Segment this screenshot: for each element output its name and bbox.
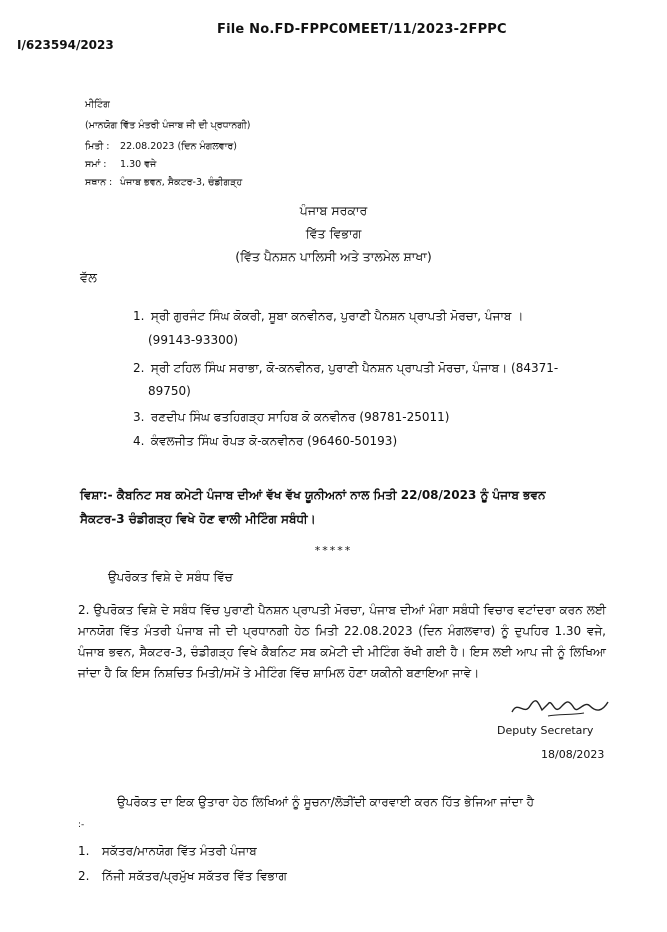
endorsement-number: 1. — [78, 844, 90, 858]
recipient-phone: (99143-93300) — [148, 333, 239, 347]
subject-line: ਸੈਕਟਰ-3 ਚੰਡੀਗੜ੍ਹ ਵਿਖੇ ਹੋਣ ਵਾਲੀ ਮੀਟਿੰਗ ਸਬੰਧੀ। — [80, 512, 316, 526]
separator: ***** — [314, 544, 353, 557]
recipient-phone: 89750) — [148, 384, 191, 398]
meeting-chair: (ਮਾਨਯੋਗ ਵਿੱਤ ਮੰਤਰੀ ਪੰਜਾਬ ਜੀ ਦੀ ਪ੍ਰਧਾਨਗੀ) — [85, 120, 251, 131]
endorsement-dash: :- — [78, 820, 85, 830]
file-number: File No.FD-FPPC0MEET/11/2023-2FPPC — [217, 22, 507, 37]
endorsement-item — [78, 869, 287, 884]
endorsement-number: 2. — [78, 869, 90, 883]
body-paragraph: 2. ਉਪਰੋਕਤ ਵਿਸ਼ੇ ਦੇ ਸਬੰਧ ਵਿੱਚ ਪੁਰਾਣੀ ਪੈਨਸ਼ਨ ਪ੍ਰਾਪਤੀ ਮੋਰਚਾ, ਪੰਜਾਬ ਦੀਆਂ ਮੰਗਾ ਸਬੰਧੀ ਵਿਚਾਰ ਵਟਾਂਦਰਾ ਕਰਨ ਲਈ ਮਾਨਯੋਗ ਵਿੱਤ ਮੰਤਰੀ ਪੰਜਾਬ ਜੀ ਦੀ ਪ੍ਰਧਾਨਗੀ ਹੇਠ ਮਿਤੀ 22.08.2023 (ਦਿਨ ਮੰਗਲਵਾਰ) ਨੂੰ ਦੁਪਹਿਰ 1.30 ਵਜੇ, ਪੰਜਾਬ ਭਵਨ, ਸੈਕਟਰ-3, ਚੰਡੀਗੜ੍ਹ ਵਿਖੇ ਕੈਬਨਿਟ ਸਬ ਕਮੇਟੀ ਦੀ ਮੀਟਿੰਗ ਰੱਖੀ ਗਈ ਹੈ। ਇਸ ਲਈ ਆਪ ਜੀ ਨੂੰ ਲਿਖਿਆ ਜਾਂਦਾ ਹੈ ਕਿ ਇਸ ਨਿਸ਼ਚਿਤ ਮਿਤੀ/ਸਮੇਂ ਤੇ ਮੀਟਿੰਗ ਵਿੱਚ ਸ਼ਾਮਿਲ ਹੋਣਾ ਯਕੀਨੀ ਬਣਾਇਆ ਜਾਵੇ। — [78, 603, 606, 680]
subject-line: ਵਿਸ਼ਾ:- ਕੈਬਨਿਟ ਸਬ ਕਮੇਟੀ ਪੰਜਾਬ ਦੀਆਂ ਵੱਖ ਵੱਖ ਯੂਨੀਅਨਾਂ ਨਾਲ ਮਿਤੀ 22/08/2023 ਨੂੰ ਪੰਜਾਬ ਭਵਨ — [80, 488, 546, 502]
recipient-line: ਰਣਦੀਪ ਸਿੰਘ ਫਤਹਿਗੜ੍ਹ ਸਾਹਿਬ ਕੋ ਕਨਵੀਨਰ (98781-25011) — [150, 410, 450, 424]
signature — [508, 694, 618, 720]
recipient-item — [133, 361, 558, 376]
to-label: ਵੱਲ — [80, 271, 97, 286]
meeting-time-label: ਸਮਾਂ : — [85, 159, 107, 170]
recipient-line: ਸ੍ਰੀ ਗੁਰਜੰਟ ਸਿੰਘ ਕੋਕਰੀ, ਸੂਬਾ ਕਨਵੀਨਰ, ਪੁਰਾਣੀ ਪੈਨਸ਼ਨ ਪ੍ਰਾਪਤੀ ਮੋਰਚਾ, ਪੰਜਾਬ । — [150, 309, 524, 323]
meeting-date — [85, 141, 237, 152]
recipient-number: 4. — [133, 434, 145, 448]
recipient-number: 2. — [133, 361, 145, 375]
department-heading: ਵਿੱਤ ਵਿਭਾਗ — [305, 226, 362, 241]
recipient-number: 1. — [133, 309, 145, 323]
recipient-number: 3. — [133, 410, 145, 424]
meeting-venue — [85, 177, 242, 188]
meeting-title: ਮੀਟਿੰਗ — [85, 99, 110, 110]
endorsement-text: ਨਿੱਜੀ ਸਕੱਤਰ/ਪ੍ਰਮੁੱਖ ਸਕੱਤਰ ਵਿੱਤ ਵਿਭਾਗ — [101, 869, 287, 883]
recipient-item — [133, 434, 397, 449]
signatory-designation: Deputy Secretary — [497, 724, 594, 737]
meeting-venue-label: ਸਥਾਨ : — [85, 177, 113, 188]
recipient-line: ਕੰਵਲਜੀਤ ਸਿੰਘ ਰੋਪੜ ਕੋ-ਕਨਵੀਨਰ (96460-50193) — [150, 434, 398, 448]
endorsement-intro: ਉਪਰੋਕਤ ਦਾ ਇਕ ਉਤਾਰਾ ਹੇਠ ਲਿਖਿਆਂ ਨੂੰ ਸੂਚਨਾ/ਲੋੜੀਂਦੀ ਕਾਰਵਾਈ ਕਰਨ ਹਿੱਤ ਭੇਜਿਆ ਜਾਂਦਾ ਹੈ — [117, 795, 534, 809]
reference-line: ਉਪਰੋਕਤ ਵਿਸ਼ੇ ਦੇ ਸਬੰਧ ਵਿੱਚ — [108, 570, 233, 584]
meeting-date-value: 22.08.2023 (ਦਿਨ ਮੰਗਲਵਾਰ) — [120, 141, 238, 152]
recipient-item — [133, 410, 449, 425]
branch-heading: (ਵਿੱਤ ਪੈਨਸ਼ਨ ਪਾਲਿਸੀ ਅਤੇ ਤਾਲਮੇਲ ਸ਼ਾਖਾ) — [235, 249, 432, 264]
meeting-venue-value: ਪੰਜਾਬ ਭਵਨ, ਸੈਕਟਰ-3, ਚੰਡੀਗੜ੍ਹ — [120, 177, 243, 188]
endorsement-item — [78, 844, 257, 859]
meeting-time — [85, 159, 156, 170]
signatory-date: 18/08/2023 — [541, 748, 605, 761]
receipt-number: I/623594/2023 — [17, 38, 114, 52]
meeting-date-label: ਮਿਤੀ : — [85, 141, 110, 152]
signature-scribble-icon — [508, 694, 618, 720]
meeting-time-value: 1.30 ਵਜੇ — [120, 159, 157, 170]
recipient-item — [133, 309, 523, 324]
recipient-line: ਸ੍ਰੀ ਟਹਿਲ ਸਿੰਘ ਸਰਾਭਾ, ਕੋ-ਕਨਵੀਨਰ, ਪੁਰਾਣੀ ਪੈਨਸ਼ਨ ਪ੍ਰਾਪਤੀ ਮੋਰਚਾ, ਪੰਜਾਬ। (84371- — [150, 361, 559, 375]
government-heading: ਪੰਜਾਬ ਸਰਕਾਰ — [299, 203, 368, 218]
endorsement-text: ਸਕੱਤਰ/ਮਾਨਯੋਗ ਵਿੱਤ ਮੰਤਰੀ ਪੰਜਾਬ — [101, 844, 257, 858]
